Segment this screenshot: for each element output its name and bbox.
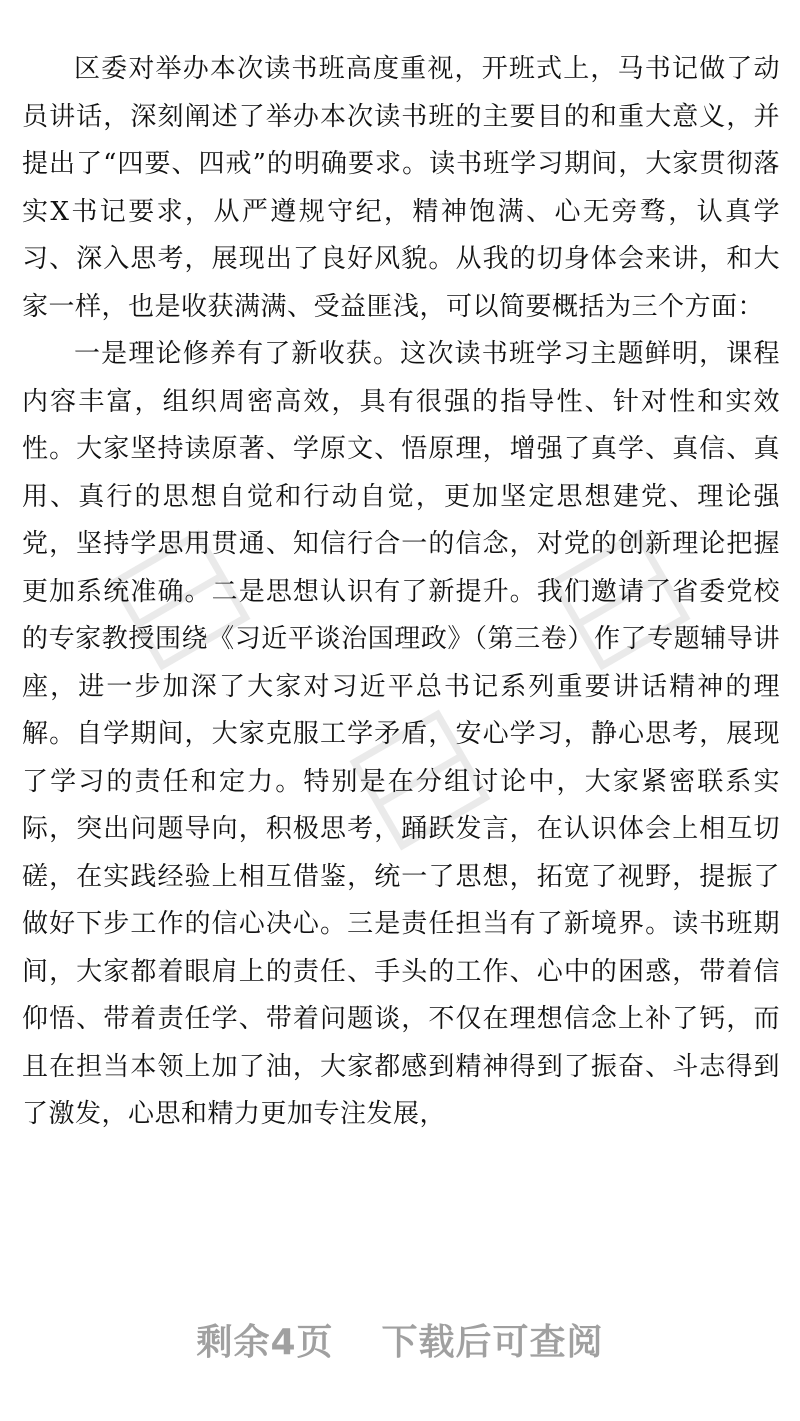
remaining-pages-label: 剩余4页 bbox=[196, 1322, 334, 1363]
paragraph: 区委对举办本次读书班高度重视，开班式上，马书记做了动员讲话，深刻阐述了举办本次读书班的主要目的和重大意义，并提出了“四要、四戒”的明确要求。读书班学习期间，大家贯彻落实X书记要求，从严遵规守纪，精神饱满、心无旁骛，认真学习、深入思考，展现出了良好风貌。从我的切身体会来讲，和大家一样，也是收获满满、受益匪浅，可以简要概括为三个方面： bbox=[22, 54, 780, 322]
paragraph: 一是理论修养有了新收获。这次读书班学习主题鲜明，课程内容丰富，组织周密高效，具有很强的指导性、针对性和实效性。大家坚持读原著、学原文、悟原理，增强了真学、真信、真用、真行的思想自觉和行动自觉，更加坚定思想建党、理论强党，坚持学思用贯通、知信行合一的信念，对党的创新理论把握更加系统准确。二是思想认识有了新提升。我们邀请了省委党校的专家教授围绕《习近平谈治国理政》（第三卷）作了专题辅导讲座，进一步加深了大家对习近平总书记系列重要讲话精神的理解。自学期间，大家克服工学矛盾，安心学习，静心思考，展现了学习的责任和定力。特别是在分组讨论中，大家紧密联系实际，突出问题导向，积极思考，踊跃发言，在认识体会上相互切磋，在实践经验上相互借鉴，统一了思想，拓宽了视野，提振了做好下步工作的信心决心。三是责任担当有了新境界。读书班期间，大家都着眼肩上的责任、手头的工作、心中的困惑，带着信仰悟、带着责任学、带着问题谈，不仅在理想信念上补了钙，而且在担当本领上加了油，大家都感到精神得到了振奋、斗志得到了激发，心思和精力更加专注发展， bbox=[22, 339, 780, 1129]
download-prompt[interactable] bbox=[0, 1314, 800, 1365]
download-hint-label: 下载后可查阅 bbox=[381, 1322, 604, 1363]
document-body bbox=[22, 46, 780, 1139]
